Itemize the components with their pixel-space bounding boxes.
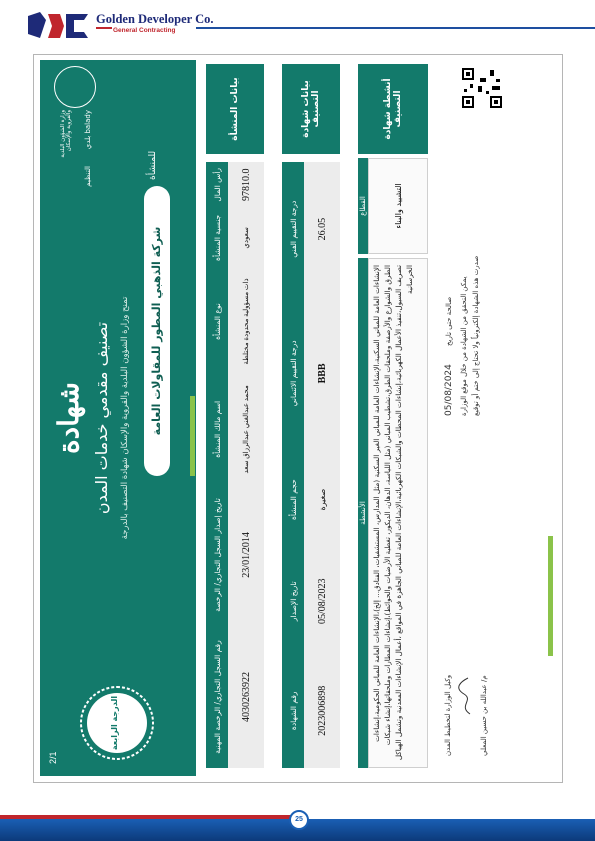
validity-date: 05/08/2024	[444, 364, 454, 416]
signature-title: وكيل الوزارة لتخطيط المدن	[444, 674, 452, 756]
accent-line-bottom	[548, 536, 553, 656]
class-header-technical: درجة التقييم الفني	[282, 162, 304, 296]
company-header	[0, 0, 595, 48]
accent-line-top	[190, 396, 195, 476]
signature-name: م/ عبدالله بن حسين المعلي	[480, 675, 488, 756]
company-name-pill: شركة الذهبي المطور للمقاولات العامة	[144, 186, 170, 476]
company-subtitle: General Contracting	[113, 27, 176, 34]
class-header-number: رقم الشهادة	[282, 654, 304, 768]
facility-value-capital: 97810.0	[228, 162, 264, 208]
class-value-size: صغيرة	[304, 450, 340, 548]
ministry-emblem-icon	[54, 66, 96, 108]
facility-value-cr: 4030263922	[228, 626, 264, 768]
grade-badge-text: الدرجة الرابعة	[110, 695, 119, 751]
page-number: 25	[289, 810, 309, 830]
balady-logo: بلدي balady	[84, 110, 92, 150]
certificate-header-band	[40, 60, 196, 776]
facility-value-cr-date: 23/01/2014	[228, 484, 264, 626]
grade-badge	[78, 684, 156, 762]
facility-header-type: نوع المنشأة	[206, 268, 228, 375]
section-activities: أنشطة شهادة التصنيف	[358, 64, 428, 154]
sector-header: القطاع	[358, 158, 368, 254]
certificate-title: شهادة	[52, 381, 85, 455]
issuer-logos	[54, 66, 114, 216]
section-classification-info: بيانات شهادة التصنيف	[282, 64, 340, 154]
activities-text: الإنشاءات العامة للمباني السكنية،الإنشاءات العامة للمباني الغير السكنية (مثل المدارس، المستشفيات، الفنادق... إلخ)،الإنشاءات العامة للمباني الحكومية،إنشاءات الطرق والشوارع والأرصفة وملحقات الطرق،تشطيب المباني (مثل اللياسة، الدهان، الديكور، تغطية الأرضيات والحوائط)،إنشاءات المطارات وملحقاتها،إنشاء شبكات تصريف السيول،تنفيذ الأعمال الكهربائية،إنشاءات المحطات والشبكات الكهربائية،الإنشاءات العامة للمباني الجاهزة في المواقع ،أعمال الإنشاءات المعدنية وتشمل الهياكل الخرسانية	[368, 258, 428, 768]
header-rule-blue	[196, 27, 595, 29]
certificate-rotated-canvas	[40, 60, 556, 776]
facility-table	[206, 162, 264, 768]
facility-header-nationality: جنسية المنشأة	[206, 208, 228, 269]
signature-icon	[456, 676, 476, 716]
class-header-credit: درجة التقييم الائتماني	[282, 296, 304, 450]
certificate-grant-note: تمنح وزارة الشؤون البلدية والقروية والإسكان شهادة التصنيف بالدرجة	[120, 296, 130, 540]
class-value-technical: 26.05	[304, 162, 340, 296]
sector-value: التشييد والبناء	[368, 158, 428, 254]
classification-table	[282, 162, 340, 768]
class-value-credit: BBB	[304, 296, 340, 450]
facility-header-owner: اسم مالك المنشأة	[206, 375, 228, 484]
to-facility-label: للمنشأة	[148, 150, 158, 180]
certificate-page-label: 2/1	[48, 751, 58, 764]
electronic-note: صدرت هذه الشهادة إلكترونياً ولا تحتاج إلى ختم أو توقيع	[472, 255, 480, 416]
facility-header-cr-date: تاريخ إصدار السجل التجاري/ الرخصة	[206, 484, 228, 626]
facility-header-cr: رقم السجل التجاري/ الرخصة المهنية	[206, 626, 228, 768]
class-header-date: تاريخ الإصدار	[282, 549, 304, 654]
class-header-size: حجم المنشأة	[282, 450, 304, 548]
header-rule-red	[96, 27, 112, 29]
classification-certificate	[40, 60, 556, 776]
verification-note: يمكن التحقق من الشهادة من خلال موقع الوزارة	[460, 276, 468, 416]
class-value-number: 2023006898	[304, 654, 340, 768]
facility-header-capital: رأس المال	[206, 162, 228, 208]
facility-value-type: ذات مسؤولية محدودة مختلطة	[228, 268, 264, 375]
certificate-subtitle: تصنيف مقدمي خدمات المدن	[92, 321, 111, 515]
class-value-date: 05/08/2023	[304, 549, 340, 654]
company-logo-icon	[26, 10, 92, 42]
section-facility-info: بيانات المنشأة	[206, 64, 264, 154]
company-name: Golden Developer Co.	[96, 12, 214, 26]
tanzeem-logo: التنظيم	[84, 166, 92, 187]
activities-header: الأنشطة	[358, 258, 368, 768]
validity-prefix: صالحة حتى تاريخ	[445, 296, 453, 346]
ministry-name: وزارة الشؤون البلدية والقروية والإسكان	[60, 110, 72, 158]
facility-value-owner: محمد عبدالغني عبدالرزاق سعد	[228, 375, 264, 484]
qr-code-icon	[460, 66, 504, 110]
facility-value-nationality: سعودي	[228, 208, 264, 269]
